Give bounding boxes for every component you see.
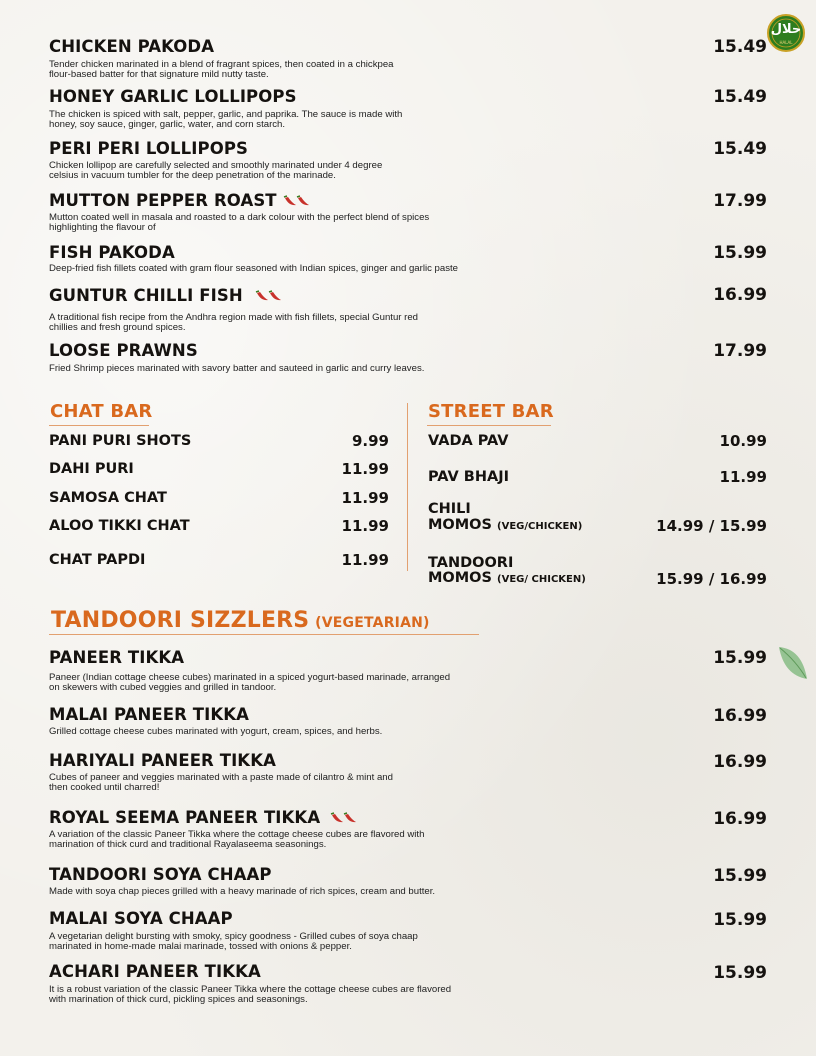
street-item-name-line2: MOMOS [428,570,492,586]
chat-item-name: DAHI PURI [49,461,134,477]
item-name: ACHARI PANEER TIKKA [49,962,261,981]
item-name [49,808,358,828]
section-title-chat-bar: CHAT BAR [50,401,153,422]
item-description: Grilled cottage cheese cubes marinated with yogurt, cream, spices, and herbs. [49,726,383,737]
item-description: Tender chicken marinated in a blend of fragrant spices, then coated in a chickpea [49,59,394,70]
chat-item-price: 11.99 [341,489,389,507]
item-description: A traditional fish recipe from the Andhra region made with fish fillets, special Guntur red [49,312,419,323]
street-item-name: TANDOORI [428,555,514,571]
item-price: 15.99 [713,910,767,930]
chat-item-name: PANI PURI SHOTS [49,433,192,449]
item-price: 15.99 [713,866,767,886]
item-description: A vegetarian delight bursting with smoky, spicy goodness - Grilled cubes of soya chaap [49,931,418,942]
section-underline [49,425,149,426]
halal-badge-subtext: HALAL [779,40,793,45]
item-name: FISH PAKODA [49,243,175,262]
chat-item-price: 11.99 [341,551,389,569]
chili-pepper-icon [283,192,311,211]
item-name: MALAI PANEER TIKKA [49,705,250,724]
item-description: flour-based batter for that signature mild nutty taste. [49,69,269,80]
street-item-name: PAV BHAJI [428,469,510,485]
item-price: 16.99 [713,752,767,772]
item-description: with marination of thick curd, pickling spices and seasonings. [49,994,308,1005]
item-price: 15.49 [713,37,767,57]
street-item-price: 10.99 [719,432,767,450]
item-description: then cooked until charred! [49,782,160,793]
section-subtitle: (VEGETARIAN) [315,615,430,631]
item-name: HARIYALI PANEER TIKKA [49,751,276,770]
item-description: marination of thick curd and traditional Rayalaseema seasonings. [49,839,327,850]
chat-item-price: 9.99 [351,432,389,450]
street-item-note: (VEG/CHICKEN) [497,521,583,532]
leaf-icon [776,643,810,688]
street-item-note: (VEG/ CHICKEN) [497,574,586,585]
item-name-text: ROYAL SEEMA PANEER TIKKA [49,808,321,827]
item-description: highlighting the flavour of [49,222,156,233]
item-name-text: GUNTUR CHILLI FISH [49,286,243,305]
street-item-name [428,517,582,535]
item-description: It is a robust variation of the classic Paneer Tikka where the cottage cheese cubes are flavored [49,984,452,995]
halal-badge-text: حلال [770,22,802,37]
chili-pepper-icon [330,809,358,828]
section-underline [427,425,551,426]
street-item-name: CHILI [428,501,471,517]
item-description: on skewers with cubed veggies and grilled in tandoor. [49,682,277,693]
section-title-text: TANDOORI SIZZLERS [51,608,310,633]
item-price: 16.99 [713,809,767,829]
item-name [49,286,283,306]
chat-item-name: ALOO TIKKI CHAT [49,518,190,534]
item-name: PERI PERI LOLLIPOPS [49,139,249,158]
item-price: 15.49 [713,87,767,107]
item-price: 17.99 [713,341,767,361]
item-name: MALAI SOYA CHAAP [49,909,233,928]
item-price: 15.99 [713,648,767,668]
item-price: 17.99 [713,191,767,211]
street-item-price: 11.99 [719,468,767,486]
item-price: 15.49 [713,139,767,159]
item-description: Chicken lollipop are carefully selected and smoothly marinated under 4 degree [49,160,383,171]
chat-item-name: SAMOSA CHAT [49,490,167,506]
item-name-text: MUTTON PEPPER ROAST [49,191,277,210]
item-name: PANEER TIKKA [49,648,185,667]
street-item-name [428,570,586,588]
street-item-price: 14.99 / 15.99 [656,517,767,535]
chili-pepper-icon [255,287,283,306]
chat-item-name: CHAT PAPDI [49,552,146,568]
item-description: Cubes of paneer and veggies marinated with a paste made of cilantro & mint and [49,772,393,783]
chat-item-price: 11.99 [341,460,389,478]
item-description: Paneer (Indian cottage cheese cubes) marinated in a spiced yogurt-based marinade, arranged [49,672,451,683]
item-description: Mutton coated well in masala and roasted to a dark colour with the perfect blend of spices [49,212,430,223]
street-item-name-line2: MOMOS [428,517,492,533]
halal-badge-icon [767,14,805,52]
item-description: The chicken is spiced with salt, pepper, garlic, and paprika. The sauce is made with [49,109,403,120]
item-price: 16.99 [713,706,767,726]
item-name [49,191,311,211]
section-title-tandoori [51,608,430,633]
street-item-name: VADA PAV [428,433,509,449]
item-description: celsius in vacuum tumbler for the deep penetration of the marinade. [49,170,336,181]
item-name: TANDOORI SOYA CHAAP [49,865,272,884]
item-description: A variation of the classic Paneer Tikka where the cottage cheese cubes are flavored with [49,829,425,840]
item-description: honey, soy sauce, ginger, garlic, water, and corn starch. [49,119,286,130]
item-description: Deep-fried fish fillets coated with gram flour seasoned with Indian spices, ginger and garlic paste [49,263,459,274]
item-description: Made with soya chap pieces grilled with a heavy marinade of rich spices, cream and butter. [49,886,436,897]
item-description: chillies and fresh ground spices. [49,322,186,333]
item-name: LOOSE PRAWNS [49,341,198,360]
column-divider [407,403,408,571]
item-name: HONEY GARLIC LOLLIPOPS [49,87,297,106]
item-description: Fried Shrimp pieces marinated with savory batter and sauteed in garlic and curry leaves. [49,363,425,374]
section-underline [49,634,479,635]
item-price: 16.99 [713,285,767,305]
item-price: 15.99 [713,963,767,983]
item-name: CHICKEN PAKODA [49,37,215,56]
item-price: 15.99 [713,243,767,263]
street-item-price: 15.99 / 16.99 [656,570,767,588]
item-description: marinated in home-made malai marinade, tossed with onions & pepper. [49,941,352,952]
section-title-street-bar: STREET BAR [428,401,554,422]
chat-item-price: 11.99 [341,517,389,535]
